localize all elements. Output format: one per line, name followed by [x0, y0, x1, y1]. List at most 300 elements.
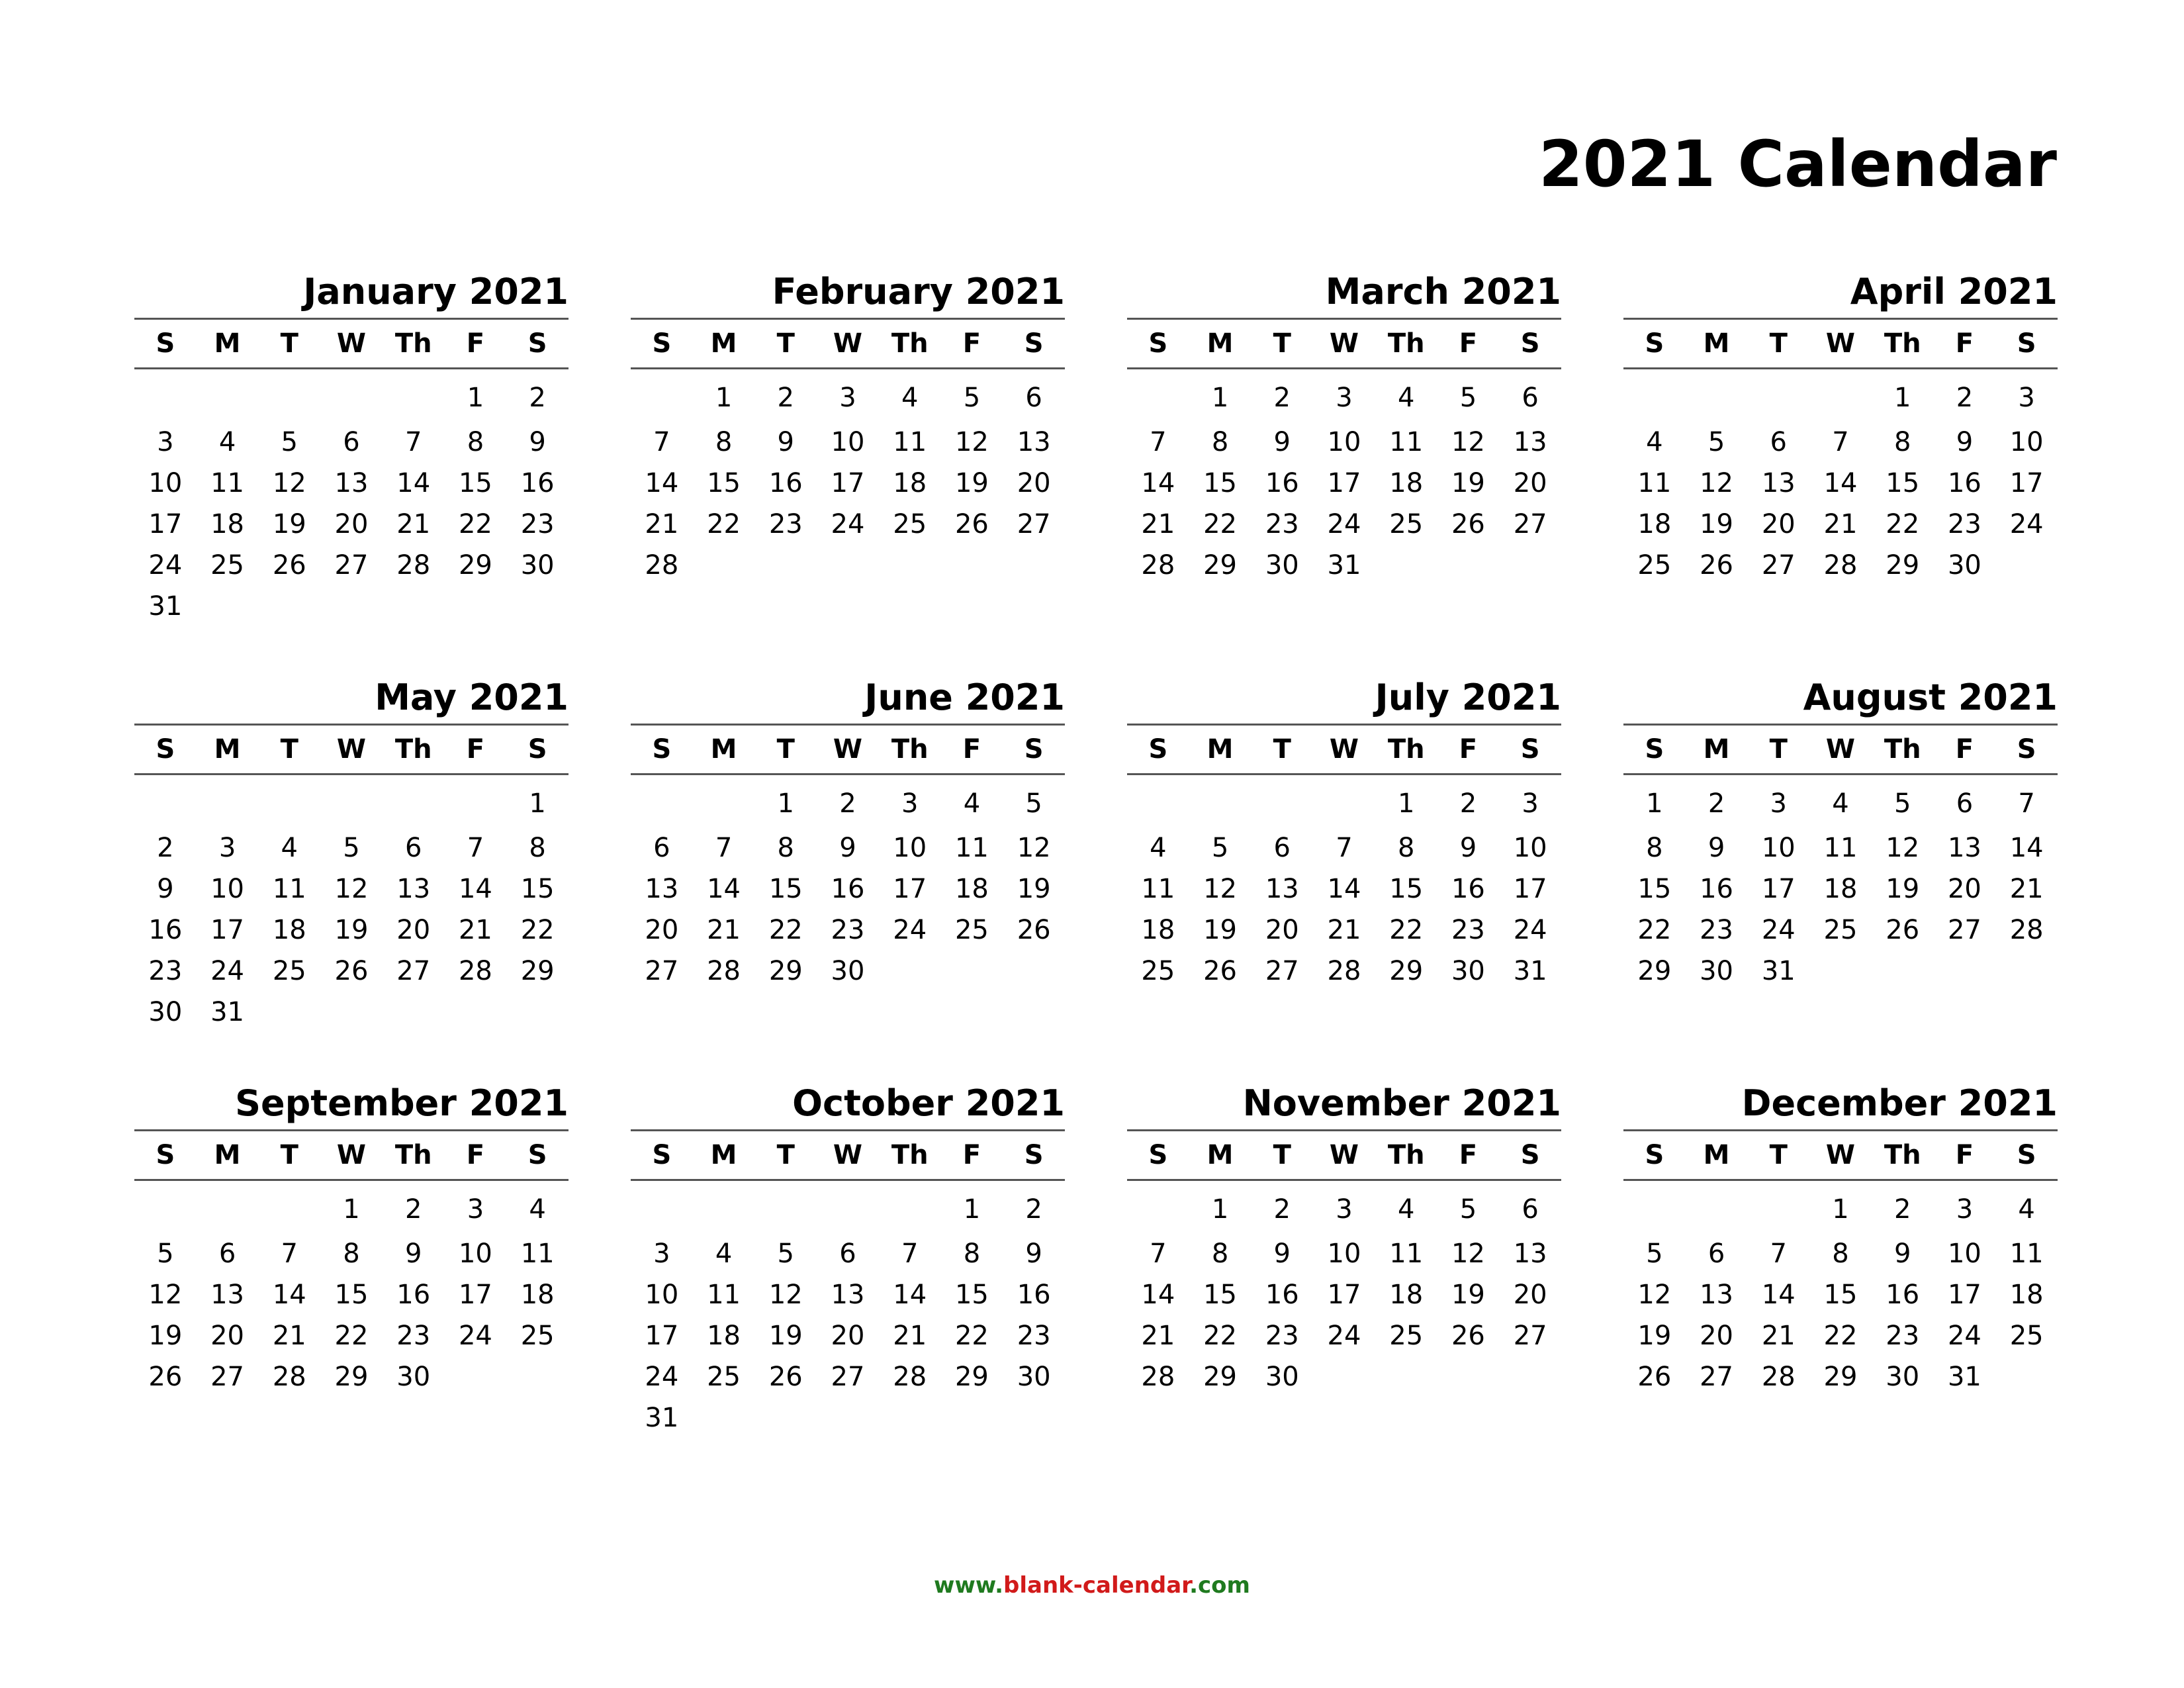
day-cell: 8 — [715, 427, 733, 457]
weekday-label: S — [1024, 734, 1044, 765]
day-cell: 30 — [1886, 1362, 1920, 1392]
day-cell: 16 — [1017, 1280, 1051, 1310]
day-cell: 11 — [2009, 1239, 2044, 1269]
day-cell: 30 — [1451, 956, 1485, 986]
day-cell: 8 — [777, 833, 794, 863]
day-cell: 14 — [1141, 1280, 1175, 1310]
empty-day-cell — [320, 783, 383, 827]
day-cell: 1 — [963, 1194, 981, 1225]
day-cell: 17 — [831, 468, 865, 498]
day-cell: 24 — [893, 915, 927, 945]
empty-day-cell — [1127, 377, 1189, 422]
empty-day-cell — [134, 783, 197, 827]
weekday-label: Th — [891, 734, 929, 765]
weeks — [631, 369, 1065, 586]
day-cell: 7 — [1150, 1239, 1167, 1269]
day-cell: 16 — [1886, 1280, 1920, 1310]
empty-day-cell — [1623, 377, 1686, 422]
weeks — [1623, 775, 2058, 992]
day-cell: 2 — [777, 383, 794, 413]
day-cell: 9 — [157, 874, 174, 904]
day-cell: 19 — [334, 915, 369, 945]
day-cell: 4 — [901, 383, 919, 413]
day-cell: 19 — [1451, 1280, 1485, 1310]
weeks — [1127, 775, 1561, 992]
day-cell: 13 — [396, 874, 431, 904]
weekday-label: S — [1024, 328, 1044, 359]
day-cell: 14 — [1141, 468, 1175, 498]
day-cell: 15 — [1823, 1280, 1858, 1310]
day-cell: 14 — [1761, 1280, 1796, 1310]
day-cell: 3 — [157, 427, 174, 457]
weekday-header-row — [1623, 320, 2058, 369]
day-cell: 15 — [334, 1280, 369, 1310]
day-cell: 30 — [1265, 550, 1299, 581]
empty-day-cell — [197, 783, 259, 827]
week-row — [1127, 504, 1561, 545]
day-cell: 18 — [520, 1280, 555, 1310]
day-cell: 8 — [1832, 1239, 1849, 1269]
month-block — [134, 672, 569, 1078]
day-cell: 7 — [901, 1239, 919, 1269]
day-cell: 5 — [777, 1239, 794, 1269]
day-cell: 14 — [396, 468, 431, 498]
day-cell: 15 — [1203, 1280, 1238, 1310]
day-cell: 26 — [1451, 509, 1485, 539]
weekday-label: W — [1825, 734, 1856, 765]
day-cell: 11 — [1389, 1239, 1424, 1269]
day-cell: 24 — [831, 509, 865, 539]
weeks — [134, 775, 569, 1033]
day-cell: 25 — [1389, 1321, 1424, 1351]
day-cell: 11 — [272, 874, 306, 904]
day-cell: 25 — [2009, 1321, 2044, 1351]
footer-website[interactable] — [0, 1572, 2184, 1599]
day-cell: 23 — [1886, 1321, 1920, 1351]
day-cell: 26 — [1203, 956, 1238, 986]
weekday-label: S — [1148, 328, 1168, 359]
day-cell: 16 — [1700, 874, 1734, 904]
day-cell: 18 — [893, 468, 927, 498]
day-cell: 14 — [458, 874, 492, 904]
day-cell: 18 — [1389, 468, 1424, 498]
day-cell: 12 — [272, 468, 306, 498]
day-cell: 12 — [1886, 833, 1920, 863]
weekday-label: F — [1955, 328, 1974, 359]
day-cell: 3 — [839, 383, 856, 413]
day-cell: 31 — [645, 1403, 679, 1433]
day-cell: 29 — [1203, 550, 1238, 581]
day-cell: 25 — [272, 956, 306, 986]
empty-day-cell — [1189, 783, 1251, 827]
day-cell: 1 — [529, 788, 546, 819]
day-cell: 16 — [831, 874, 865, 904]
day-cell: 23 — [148, 956, 183, 986]
empty-day-cell — [1499, 545, 1561, 586]
day-cell: 21 — [1823, 509, 1858, 539]
week-row — [1127, 422, 1561, 463]
weekday-label: S — [2017, 328, 2036, 359]
week-row — [134, 827, 569, 868]
day-cell: 6 — [1522, 383, 1539, 413]
day-cell: 15 — [1389, 874, 1424, 904]
day-cell: 12 — [1637, 1280, 1672, 1310]
weekday-label: Th — [1884, 1140, 1921, 1170]
empty-day-cell — [1437, 1356, 1500, 1397]
month-title: March 2021 — [1127, 266, 1561, 320]
week-row — [1127, 951, 1561, 992]
empty-day-cell — [1809, 377, 1872, 422]
day-cell: 13 — [210, 1280, 245, 1310]
day-cell: 27 — [1947, 915, 1981, 945]
day-cell: 28 — [1141, 550, 1175, 581]
day-cell: 13 — [1513, 1239, 1547, 1269]
day-cell: 12 — [1700, 468, 1734, 498]
day-cell: 8 — [1397, 833, 1415, 863]
day-cell: 4 — [1397, 1194, 1415, 1225]
day-cell: 30 — [1700, 956, 1734, 986]
week-row — [1127, 783, 1561, 827]
empty-day-cell — [1127, 1189, 1189, 1233]
weekday-label: T — [280, 734, 298, 765]
day-cell: 25 — [707, 1362, 741, 1392]
weekday-label: Th — [394, 1140, 432, 1170]
day-cell: 4 — [281, 833, 298, 863]
day-cell: 2 — [1956, 383, 1974, 413]
day-cell: 11 — [1637, 468, 1672, 498]
week-row — [631, 377, 1065, 422]
week-row — [134, 868, 569, 910]
day-cell: 16 — [1265, 468, 1299, 498]
week-row — [1623, 422, 2058, 463]
day-cell: 17 — [2009, 468, 2044, 498]
week-row — [631, 1274, 1065, 1315]
weeks — [1623, 1181, 2058, 1397]
day-cell: 24 — [1327, 1321, 1361, 1351]
day-cell: 9 — [1025, 1239, 1042, 1269]
day-cell: 26 — [1017, 915, 1051, 945]
week-row — [134, 504, 569, 545]
day-cell: 2 — [404, 1194, 422, 1225]
day-cell: 29 — [458, 550, 492, 581]
day-cell: 13 — [645, 874, 679, 904]
day-cell: 15 — [707, 468, 741, 498]
day-cell: 2 — [1025, 1194, 1042, 1225]
day-cell: 26 — [954, 509, 989, 539]
day-cell: 17 — [645, 1321, 679, 1351]
weekday-label: S — [1645, 328, 1664, 359]
day-cell: 5 — [343, 833, 360, 863]
weekday-label: S — [527, 1140, 547, 1170]
day-cell: 22 — [1389, 915, 1424, 945]
weekday-header-row — [631, 726, 1065, 775]
weeks — [1127, 1181, 1561, 1397]
day-cell: 28 — [1327, 956, 1361, 986]
day-cell: 22 — [1203, 509, 1238, 539]
day-cell: 19 — [1886, 874, 1920, 904]
weekday-label: S — [1520, 1140, 1540, 1170]
day-cell: 28 — [2009, 915, 2044, 945]
day-cell: 11 — [210, 468, 245, 498]
month-title: February 2021 — [631, 266, 1065, 320]
day-cell: 6 — [1522, 1194, 1539, 1225]
empty-day-cell — [258, 377, 320, 422]
day-cell: 12 — [1017, 833, 1051, 863]
day-cell: 18 — [272, 915, 306, 945]
day-cell: 5 — [1707, 427, 1725, 457]
day-cell: 8 — [1211, 427, 1229, 457]
day-cell: 17 — [1327, 468, 1361, 498]
day-cell: 19 — [148, 1321, 183, 1351]
week-row — [1127, 1189, 1561, 1233]
day-cell: 26 — [272, 550, 306, 581]
weekday-label: T — [776, 1140, 795, 1170]
day-cell: 18 — [1637, 509, 1672, 539]
empty-day-cell — [1313, 783, 1375, 827]
day-cell: 26 — [1637, 1362, 1672, 1392]
empty-day-cell — [1499, 1356, 1561, 1397]
day-cell: 20 — [396, 915, 431, 945]
day-cell: 10 — [1947, 1239, 1981, 1269]
weeks — [134, 1181, 569, 1397]
empty-day-cell — [1995, 545, 2058, 586]
week-row — [1623, 1356, 2058, 1397]
day-cell: 30 — [520, 550, 555, 581]
day-cell: 27 — [1017, 509, 1051, 539]
empty-day-cell — [383, 992, 445, 1033]
day-cell: 20 — [1700, 1321, 1734, 1351]
month-block — [631, 1078, 1065, 1483]
weeks — [631, 1181, 1065, 1438]
day-cell: 20 — [831, 1321, 865, 1351]
day-cell: 6 — [1956, 788, 1974, 819]
empty-day-cell — [1003, 951, 1065, 992]
day-cell: 22 — [1203, 1321, 1238, 1351]
weekday-label: W — [833, 1140, 863, 1170]
week-row — [134, 910, 569, 951]
day-cell: 9 — [1273, 427, 1291, 457]
day-cell: 12 — [954, 427, 989, 457]
day-cell: 25 — [954, 915, 989, 945]
day-cell: 16 — [1265, 1280, 1299, 1310]
weekday-label: W — [833, 734, 863, 765]
week-row — [1623, 951, 2058, 992]
day-cell: 21 — [272, 1321, 306, 1351]
day-cell: 24 — [210, 956, 245, 986]
day-cell: 16 — [396, 1280, 431, 1310]
weekday-label: W — [336, 734, 367, 765]
day-cell: 3 — [218, 833, 236, 863]
day-cell: 14 — [893, 1280, 927, 1310]
week-row — [134, 1274, 569, 1315]
empty-day-cell — [134, 377, 197, 422]
weekday-label: T — [1769, 1140, 1788, 1170]
day-cell: 26 — [148, 1362, 183, 1392]
weekday-label: T — [776, 734, 795, 765]
day-cell: 11 — [893, 427, 927, 457]
day-cell: 25 — [1141, 956, 1175, 986]
day-cell: 23 — [1017, 1321, 1051, 1351]
weekday-label: M — [1206, 328, 1234, 359]
day-cell: 28 — [893, 1362, 927, 1392]
day-cell: 3 — [1336, 1194, 1353, 1225]
day-cell: 18 — [1389, 1280, 1424, 1310]
weekday-label: S — [652, 734, 672, 765]
week-row — [1127, 1356, 1561, 1397]
day-cell: 24 — [1761, 915, 1796, 945]
day-cell: 27 — [1513, 1321, 1547, 1351]
day-cell: 22 — [954, 1321, 989, 1351]
week-row — [1127, 1315, 1561, 1356]
footer-brand: blank-calendar — [1003, 1572, 1190, 1599]
day-cell: 4 — [1646, 427, 1663, 457]
day-cell: 23 — [520, 509, 555, 539]
empty-day-cell — [383, 377, 445, 422]
day-cell: 22 — [1637, 915, 1672, 945]
empty-day-cell — [879, 1397, 941, 1438]
weekday-label: S — [156, 1140, 175, 1170]
day-cell: 20 — [1017, 468, 1051, 498]
day-cell: 6 — [218, 1239, 236, 1269]
day-cell: 10 — [1761, 833, 1796, 863]
day-cell: 23 — [1700, 915, 1734, 945]
day-cell: 10 — [148, 468, 183, 498]
week-row — [1623, 1233, 2058, 1274]
day-cell: 16 — [148, 915, 183, 945]
day-cell: 14 — [272, 1280, 306, 1310]
day-cell: 27 — [1513, 509, 1547, 539]
day-cell: 30 — [148, 997, 183, 1027]
day-cell: 25 — [1637, 550, 1672, 581]
day-cell: 21 — [645, 509, 679, 539]
day-cell: 4 — [1397, 383, 1415, 413]
day-cell: 11 — [707, 1280, 741, 1310]
day-cell: 29 — [954, 1362, 989, 1392]
day-cell: 7 — [467, 833, 484, 863]
empty-day-cell — [320, 586, 383, 627]
weekday-label: F — [466, 734, 485, 765]
weekday-label: Th — [1387, 328, 1425, 359]
day-cell: 11 — [1141, 874, 1175, 904]
weekday-header-row — [631, 1131, 1065, 1181]
empty-day-cell — [1251, 783, 1313, 827]
day-cell: 25 — [1389, 509, 1424, 539]
day-cell: 21 — [458, 915, 492, 945]
empty-day-cell — [754, 1397, 817, 1438]
day-cell: 23 — [768, 509, 803, 539]
day-cell: 16 — [1947, 468, 1981, 498]
weeks — [1623, 369, 2058, 586]
weekday-label: Th — [394, 734, 432, 765]
day-cell: 16 — [768, 468, 803, 498]
month-title: October 2021 — [631, 1078, 1065, 1131]
week-row — [134, 463, 569, 504]
day-cell: 3 — [2018, 383, 2035, 413]
day-cell: 15 — [768, 874, 803, 904]
weekday-label: S — [527, 734, 547, 765]
weekday-label: S — [2017, 734, 2036, 765]
day-cell: 24 — [1327, 509, 1361, 539]
weekday-label: F — [1955, 1140, 1974, 1170]
weekday-header-row — [1623, 1131, 2058, 1181]
day-cell: 4 — [529, 1194, 546, 1225]
day-cell: 15 — [520, 874, 555, 904]
weekday-label: F — [1955, 734, 1974, 765]
empty-day-cell — [1686, 377, 1748, 422]
weekday-header-row — [1623, 726, 2058, 775]
day-cell: 2 — [1273, 383, 1291, 413]
weekday-label: S — [1024, 1140, 1044, 1170]
weekday-label: Th — [1387, 734, 1425, 765]
empty-day-cell — [1003, 545, 1065, 586]
week-row — [1623, 1189, 2058, 1233]
day-cell: 24 — [645, 1362, 679, 1392]
month-block — [631, 672, 1065, 1078]
empty-day-cell — [817, 545, 879, 586]
day-cell: 17 — [210, 915, 245, 945]
weekday-label: F — [1459, 1140, 1478, 1170]
empty-day-cell — [1127, 783, 1189, 827]
empty-day-cell — [1747, 377, 1809, 422]
month-title: April 2021 — [1623, 266, 2058, 320]
day-cell: 10 — [645, 1280, 679, 1310]
day-cell: 27 — [1761, 550, 1796, 581]
week-row — [1127, 827, 1561, 868]
weekday-label: W — [1329, 328, 1359, 359]
day-cell: 10 — [831, 427, 865, 457]
weekday-label: F — [1459, 734, 1478, 765]
day-cell: 16 — [520, 468, 555, 498]
day-cell: 7 — [1770, 1239, 1787, 1269]
day-cell: 23 — [396, 1321, 431, 1351]
day-cell: 7 — [1832, 427, 1849, 457]
weekday-label: W — [336, 328, 367, 359]
week-row — [631, 545, 1065, 586]
weekday-label: T — [280, 328, 298, 359]
week-row — [631, 463, 1065, 504]
day-cell: 31 — [1947, 1362, 1981, 1392]
day-cell: 7 — [2018, 788, 2035, 819]
day-cell: 1 — [467, 383, 484, 413]
day-cell: 2 — [1459, 788, 1477, 819]
day-cell: 10 — [2009, 427, 2044, 457]
month-title: December 2021 — [1623, 1078, 2058, 1131]
empty-day-cell — [631, 783, 693, 827]
weekday-header-row — [1127, 320, 1561, 369]
day-cell: 1 — [1397, 788, 1415, 819]
day-cell: 29 — [1823, 1362, 1858, 1392]
weekday-label: T — [1769, 734, 1788, 765]
day-cell: 6 — [839, 1239, 856, 1269]
weekday-label: F — [962, 328, 981, 359]
day-cell: 7 — [653, 427, 670, 457]
day-cell: 21 — [1141, 1321, 1175, 1351]
day-cell: 1 — [715, 383, 733, 413]
day-cell: 3 — [1956, 1194, 1974, 1225]
day-cell: 4 — [2018, 1194, 2035, 1225]
week-row — [631, 504, 1065, 545]
day-cell: 4 — [1150, 833, 1167, 863]
empty-day-cell — [1375, 545, 1437, 586]
month-block — [1127, 672, 1561, 1078]
empty-day-cell — [1934, 951, 1996, 992]
empty-day-cell — [506, 1356, 569, 1397]
week-row — [631, 1233, 1065, 1274]
week-row — [1623, 545, 2058, 586]
day-cell: 6 — [404, 833, 422, 863]
day-cell: 26 — [334, 956, 369, 986]
empty-day-cell — [879, 1189, 941, 1233]
